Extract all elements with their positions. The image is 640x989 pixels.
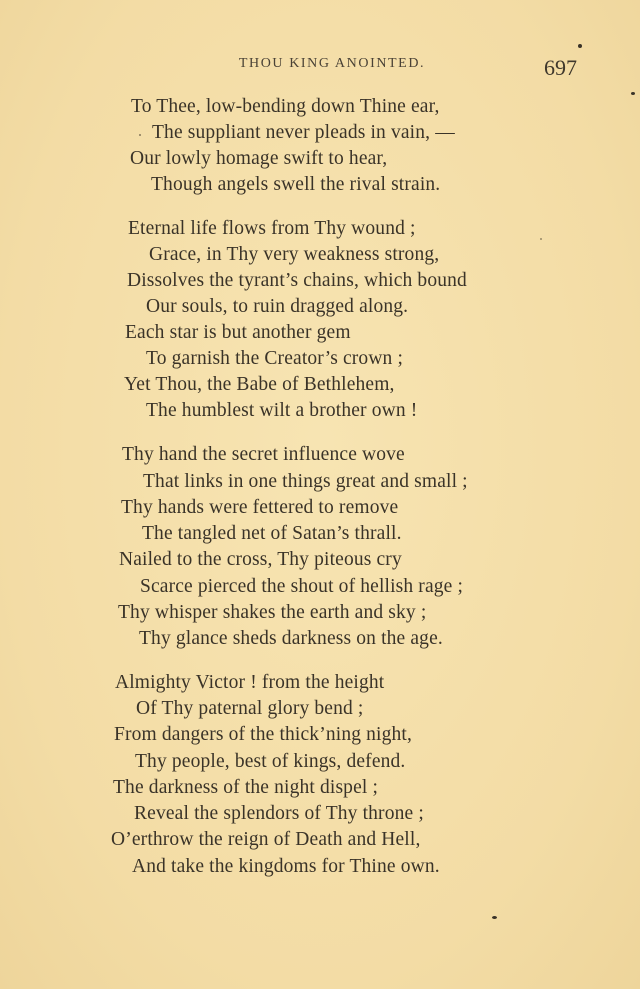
poem-line: Thy glance sheds darkness on the age.: [139, 628, 443, 649]
poem-line: Almighty Victor ! from the height: [115, 672, 385, 693]
ink-speck: [492, 916, 497, 919]
poem-line: Thy hands were fettered to remove: [121, 497, 399, 518]
ink-speck: [540, 238, 542, 240]
ink-speck: [139, 134, 141, 136]
poem-line: To Thee, low-bending down Thine ear,: [131, 96, 440, 117]
poem-line: The tangled net of Satan’s thrall.: [142, 523, 402, 544]
poem-line: Dissolves the tyrant’s chains, which bound: [127, 270, 467, 291]
poem-line: The suppliant never pleads in vain, —: [152, 122, 455, 143]
poem-line: Though angels swell the rival strain.: [151, 174, 441, 195]
poem-line: Nailed to the cross, Thy piteous cry: [119, 549, 402, 570]
poem-line: The humblest wilt a brother own !: [146, 400, 418, 421]
poem-line: Thy whisper shakes the earth and sky ;: [118, 602, 427, 623]
poem-line: Of Thy paternal glory bend ;: [136, 698, 364, 719]
running-title-text: THOU KING ANOINTED.: [238, 56, 426, 71]
poem-line: Each star is but another gem: [125, 322, 351, 343]
poem-line: And take the kingdoms for Thine own.: [132, 856, 440, 877]
poem-line: Thy people, best of kings, defend.: [135, 751, 406, 772]
ink-speck: [578, 44, 582, 48]
poem-line: Our souls, to ruin dragged along.: [146, 296, 409, 317]
poem-line: Thy hand the secret influence wove: [122, 444, 405, 465]
page-number: 697: [544, 55, 577, 80]
poem-line: The darkness of the night dispel ;: [113, 777, 379, 798]
poem-line: Reveal the splendors of Thy throne ;: [134, 803, 424, 824]
poem-line: That links in one things great and small ;: [143, 471, 468, 492]
poem-line: O’erthrow the reign of Death and Hell,: [111, 829, 421, 850]
poem-line: Scarce pierced the shout of hellish rage ;: [140, 576, 464, 597]
poem-line: Yet Thou, the Babe of Bethlehem,: [124, 374, 395, 395]
ink-speck: [631, 92, 635, 95]
poem-line: To garnish the Creator’s crown ;: [146, 348, 404, 369]
poem-line: Our lowly homage swift to hear,: [130, 148, 388, 169]
poem-line: Eternal life flows from Thy wound ;: [128, 218, 416, 239]
poem-line: From dangers of the thick’ning night,: [114, 724, 413, 745]
poem-line: Grace, in Thy very weakness strong,: [149, 244, 440, 265]
